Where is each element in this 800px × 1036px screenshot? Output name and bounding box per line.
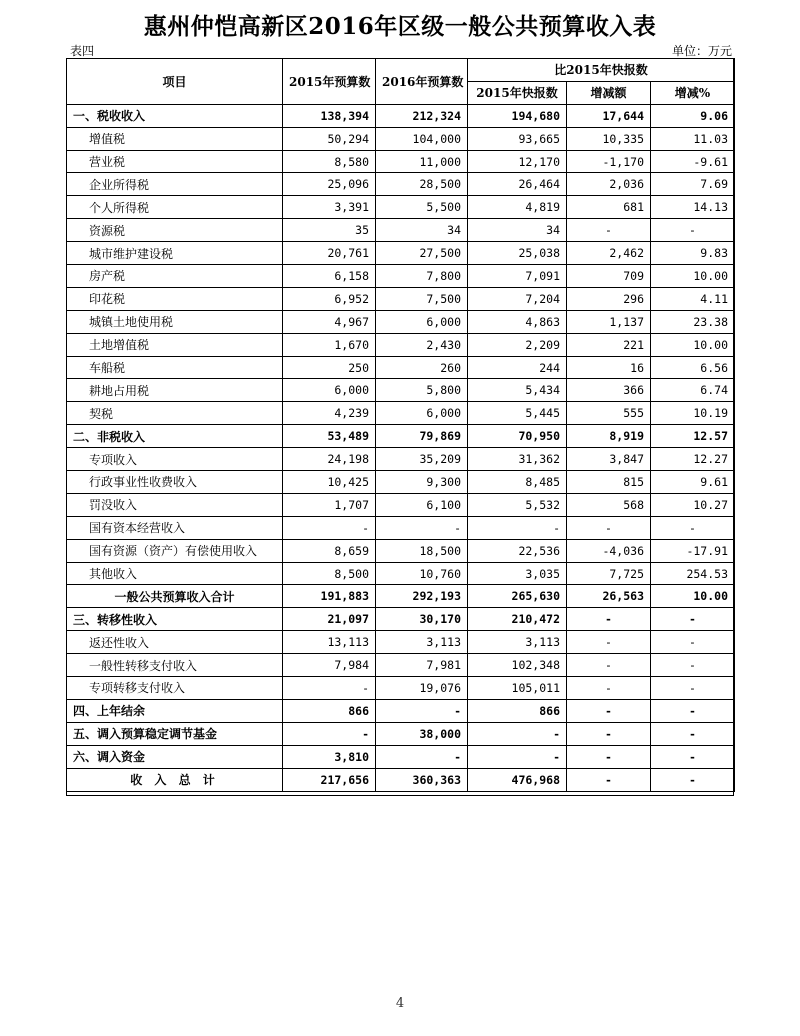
cell-budget-2015: 138,394 (283, 104, 376, 127)
cell-budget-2016: 35,209 (376, 448, 468, 471)
cell-budget-2016: 28,500 (376, 173, 468, 196)
cell-budget-2015: 10,425 (283, 471, 376, 494)
row-item-name: 土地增值税 (67, 333, 283, 356)
cell-budget-2016: 2,430 (376, 333, 468, 356)
table-row (67, 539, 735, 562)
budget-table (66, 58, 735, 792)
cell-quick-2015: 34 (468, 219, 567, 242)
cell-change-pct: - (651, 699, 735, 722)
cell-change-pct: 12.27 (651, 448, 735, 471)
cell-change-pct: - (651, 608, 735, 631)
cell-change-amount: - (567, 745, 651, 768)
cell-change-amount: 555 (567, 402, 651, 425)
cell-change-pct: 14.13 (651, 196, 735, 219)
cell-quick-2015: 25,038 (468, 242, 567, 265)
row-item-name: 一般公共预算收入合计 (67, 585, 283, 608)
cell-change-pct: 23.38 (651, 310, 735, 333)
cell-change-pct: 9.83 (651, 242, 735, 265)
row-item-name: 收 入 总 计 (67, 768, 283, 791)
cell-change-pct: - (651, 516, 735, 539)
cell-budget-2016: 11,000 (376, 150, 468, 173)
table-row (67, 585, 735, 608)
cell-quick-2015: 2,209 (468, 333, 567, 356)
cell-quick-2015: 102,348 (468, 654, 567, 677)
row-item-name: 一、税收收入 (67, 104, 283, 127)
cell-change-amount: - (567, 677, 651, 700)
cell-quick-2015: - (468, 722, 567, 745)
cell-quick-2015: 12,170 (468, 150, 567, 173)
row-item-name: 增值税 (67, 127, 283, 150)
header-budget-2016: 2016年预算数 (376, 59, 468, 105)
table-row (67, 265, 735, 288)
table-row (67, 150, 735, 173)
cell-change-pct: 6.74 (651, 379, 735, 402)
cell-budget-2015: 35 (283, 219, 376, 242)
cell-change-amount: 366 (567, 379, 651, 402)
row-item-name: 国有资源（资产）有偿使用收入 (67, 539, 283, 562)
cell-change-pct: 4.11 (651, 287, 735, 310)
cell-budget-2015: 53,489 (283, 425, 376, 448)
cell-quick-2015: 476,968 (468, 768, 567, 791)
cell-budget-2015: 4,967 (283, 310, 376, 333)
cell-quick-2015: - (468, 516, 567, 539)
cell-budget-2016: 5,800 (376, 379, 468, 402)
row-item-name: 其他收入 (67, 562, 283, 585)
table-label: 表四 (70, 44, 95, 58)
table-row (67, 699, 735, 722)
cell-change-pct: 12.57 (651, 425, 735, 448)
cell-quick-2015: 3,113 (468, 631, 567, 654)
cell-change-amount: 16 (567, 356, 651, 379)
cell-quick-2015: 3,035 (468, 562, 567, 585)
cell-change-amount: 296 (567, 287, 651, 310)
cell-quick-2015: 194,680 (468, 104, 567, 127)
cell-budget-2015: 8,500 (283, 562, 376, 585)
cell-change-amount: 26,563 (567, 585, 651, 608)
page-number: 4 (395, 996, 405, 1011)
cell-change-pct: -17.91 (651, 539, 735, 562)
page-title: 惠州仲恺高新区2016年区级一般公共预算收入表 (143, 13, 657, 40)
table-row (67, 104, 735, 127)
table-row (67, 310, 735, 333)
row-item-name: 个人所得税 (67, 196, 283, 219)
cell-budget-2015: 50,294 (283, 127, 376, 150)
cell-change-amount: -4,036 (567, 539, 651, 562)
cell-quick-2015: 866 (468, 699, 567, 722)
cell-change-amount: 568 (567, 493, 651, 516)
row-item-name: 耕地占用税 (67, 379, 283, 402)
cell-quick-2015: - (468, 745, 567, 768)
table-row (67, 654, 735, 677)
row-item-name: 营业税 (67, 150, 283, 173)
table-row (67, 402, 735, 425)
row-item-name: 三、转移性收入 (67, 608, 283, 631)
cell-budget-2016: 5,500 (376, 196, 468, 219)
table-row (67, 287, 735, 310)
cell-budget-2015: - (283, 516, 376, 539)
table-row (67, 722, 735, 745)
table-row (67, 745, 735, 768)
cell-budget-2015: 6,952 (283, 287, 376, 310)
cell-change-amount: - (567, 699, 651, 722)
table-row (67, 493, 735, 516)
cell-quick-2015: 105,011 (468, 677, 567, 700)
budget-table-body (67, 104, 735, 791)
cell-change-pct: - (651, 677, 735, 700)
cell-change-amount: 681 (567, 196, 651, 219)
cell-change-amount: 709 (567, 265, 651, 288)
cell-budget-2015: 1,670 (283, 333, 376, 356)
cell-budget-2015: 250 (283, 356, 376, 379)
cell-budget-2015: 217,656 (283, 768, 376, 791)
table-row (67, 677, 735, 700)
cell-change-pct: 10.00 (651, 265, 735, 288)
cell-budget-2015: 8,580 (283, 150, 376, 173)
row-item-name: 专项转移支付收入 (67, 677, 283, 700)
row-item-name: 六、调入资金 (67, 745, 283, 768)
table-row (67, 173, 735, 196)
row-item-name: 企业所得税 (67, 173, 283, 196)
row-item-name: 四、上年结余 (67, 699, 283, 722)
cell-quick-2015: 70,950 (468, 425, 567, 448)
cell-quick-2015: 22,536 (468, 539, 567, 562)
cell-budget-2015: 6,000 (283, 379, 376, 402)
cell-change-amount: - (567, 219, 651, 242)
cell-budget-2015: - (283, 677, 376, 700)
table-row (67, 196, 735, 219)
row-item-name: 资源税 (67, 219, 283, 242)
cell-budget-2016: 3,113 (376, 631, 468, 654)
cell-change-amount: 815 (567, 471, 651, 494)
cell-budget-2016: 79,869 (376, 425, 468, 448)
table-row (67, 425, 735, 448)
header-compare: 比2015年快报数 (468, 59, 735, 82)
cell-change-pct: - (651, 745, 735, 768)
cell-change-amount: - (567, 768, 651, 791)
cell-budget-2015: 21,097 (283, 608, 376, 631)
cell-quick-2015: 265,630 (468, 585, 567, 608)
cell-quick-2015: 93,665 (468, 127, 567, 150)
cell-budget-2015: 8,659 (283, 539, 376, 562)
row-item-name: 房产税 (67, 265, 283, 288)
cell-change-amount: 2,036 (567, 173, 651, 196)
cell-change-pct: 254.53 (651, 562, 735, 585)
cell-budget-2015: - (283, 722, 376, 745)
cell-change-amount: 8,919 (567, 425, 651, 448)
cell-budget-2016: 19,076 (376, 677, 468, 700)
cell-budget-2015: 13,113 (283, 631, 376, 654)
cell-budget-2016: 6,000 (376, 402, 468, 425)
cell-change-pct: 9.06 (651, 104, 735, 127)
header-row (67, 59, 735, 82)
cell-quick-2015: 26,464 (468, 173, 567, 196)
cell-quick-2015: 7,091 (468, 265, 567, 288)
row-item-name: 一般性转移支付收入 (67, 654, 283, 677)
table-row (67, 471, 735, 494)
cell-budget-2016: 38,000 (376, 722, 468, 745)
cell-budget-2015: 6,158 (283, 265, 376, 288)
cell-change-pct: -9.61 (651, 150, 735, 173)
table-row (67, 219, 735, 242)
table-row (67, 127, 735, 150)
row-item-name: 返还性收入 (67, 631, 283, 654)
cell-change-pct: - (651, 768, 735, 791)
cell-quick-2015: 8,485 (468, 471, 567, 494)
cell-budget-2016: 10,760 (376, 562, 468, 585)
cell-change-amount: 17,644 (567, 104, 651, 127)
table-row (67, 379, 735, 402)
cell-budget-2016: 9,300 (376, 471, 468, 494)
cell-quick-2015: 244 (468, 356, 567, 379)
cell-budget-2015: 3,810 (283, 745, 376, 768)
cell-budget-2016: 18,500 (376, 539, 468, 562)
cell-budget-2016: - (376, 516, 468, 539)
cell-quick-2015: 5,532 (468, 493, 567, 516)
table-row (67, 768, 735, 791)
cell-change-amount: - (567, 631, 651, 654)
cell-budget-2016: 7,800 (376, 265, 468, 288)
cell-change-pct: - (651, 631, 735, 654)
table-row (67, 333, 735, 356)
cell-change-amount: 3,847 (567, 448, 651, 471)
row-item-name: 罚没收入 (67, 493, 283, 516)
cell-budget-2016: 27,500 (376, 242, 468, 265)
table-row (67, 356, 735, 379)
cell-quick-2015: 210,472 (468, 608, 567, 631)
row-item-name: 二、非税收入 (67, 425, 283, 448)
cell-change-amount: - (567, 516, 651, 539)
cell-change-pct: - (651, 654, 735, 677)
cell-quick-2015: 7,204 (468, 287, 567, 310)
cell-change-pct: 9.61 (651, 471, 735, 494)
cell-quick-2015: 5,445 (468, 402, 567, 425)
cell-change-pct: - (651, 219, 735, 242)
cell-quick-2015: 4,819 (468, 196, 567, 219)
cell-quick-2015: 5,434 (468, 379, 567, 402)
cell-budget-2016: 6,000 (376, 310, 468, 333)
table-row (67, 631, 735, 654)
cell-budget-2016: 292,193 (376, 585, 468, 608)
cell-change-amount: 1,137 (567, 310, 651, 333)
cell-budget-2015: 24,198 (283, 448, 376, 471)
unit-label: 单位：万元 (671, 44, 732, 58)
cell-budget-2016: 34 (376, 219, 468, 242)
cell-budget-2016: 7,981 (376, 654, 468, 677)
cell-change-pct: - (651, 722, 735, 745)
cell-change-pct: 7.69 (651, 173, 735, 196)
header-item: 项目 (67, 59, 283, 105)
header-quick-2015: 2015年快报数 (468, 81, 567, 104)
cell-budget-2016: 7,500 (376, 287, 468, 310)
cell-change-amount: - (567, 722, 651, 745)
cell-change-amount: - (567, 608, 651, 631)
table-row (67, 242, 735, 265)
header-budget-2015: 2015年预算数 (283, 59, 376, 105)
table-row (67, 448, 735, 471)
row-item-name: 契税 (67, 402, 283, 425)
cell-budget-2016: 260 (376, 356, 468, 379)
row-item-name: 行政事业性收费收入 (67, 471, 283, 494)
row-item-name: 城市维护建设税 (67, 242, 283, 265)
cell-budget-2015: 7,984 (283, 654, 376, 677)
row-item-name: 城镇土地使用税 (67, 310, 283, 333)
cell-budget-2016: 30,170 (376, 608, 468, 631)
row-item-name: 车船税 (67, 356, 283, 379)
table-row (67, 516, 735, 539)
cell-budget-2015: 191,883 (283, 585, 376, 608)
cell-change-pct: 10.27 (651, 493, 735, 516)
cell-budget-2015: 25,096 (283, 173, 376, 196)
row-item-name: 印花税 (67, 287, 283, 310)
cell-change-amount: - (567, 654, 651, 677)
cell-budget-2016: - (376, 745, 468, 768)
cell-change-pct: 10.19 (651, 402, 735, 425)
cell-change-pct: 6.56 (651, 356, 735, 379)
cell-quick-2015: 4,863 (468, 310, 567, 333)
cell-change-pct: 11.03 (651, 127, 735, 150)
cell-budget-2016: 6,100 (376, 493, 468, 516)
cell-change-amount: 10,335 (567, 127, 651, 150)
cell-budget-2016: 104,000 (376, 127, 468, 150)
cell-budget-2015: 1,707 (283, 493, 376, 516)
header-change-amount: 增减额 (567, 81, 651, 104)
header-change-pct: 增减% (651, 81, 735, 104)
cell-change-amount: 7,725 (567, 562, 651, 585)
cell-budget-2015: 866 (283, 699, 376, 722)
row-item-name: 专项收入 (67, 448, 283, 471)
cell-change-amount: -1,170 (567, 150, 651, 173)
cell-budget-2015: 3,391 (283, 196, 376, 219)
cell-change-pct: 10.00 (651, 333, 735, 356)
cell-budget-2015: 4,239 (283, 402, 376, 425)
cell-quick-2015: 31,362 (468, 448, 567, 471)
cell-change-pct: 10.00 (651, 585, 735, 608)
table-row (67, 562, 735, 585)
cell-budget-2016: 212,324 (376, 104, 468, 127)
cell-change-amount: 2,462 (567, 242, 651, 265)
row-item-name: 五、调入预算稳定调节基金 (67, 722, 283, 745)
row-item-name: 国有资本经营收入 (67, 516, 283, 539)
cell-change-amount: 221 (567, 333, 651, 356)
cell-budget-2015: 20,761 (283, 242, 376, 265)
table-row (67, 608, 735, 631)
cell-budget-2016: 360,363 (376, 768, 468, 791)
cell-budget-2016: - (376, 699, 468, 722)
